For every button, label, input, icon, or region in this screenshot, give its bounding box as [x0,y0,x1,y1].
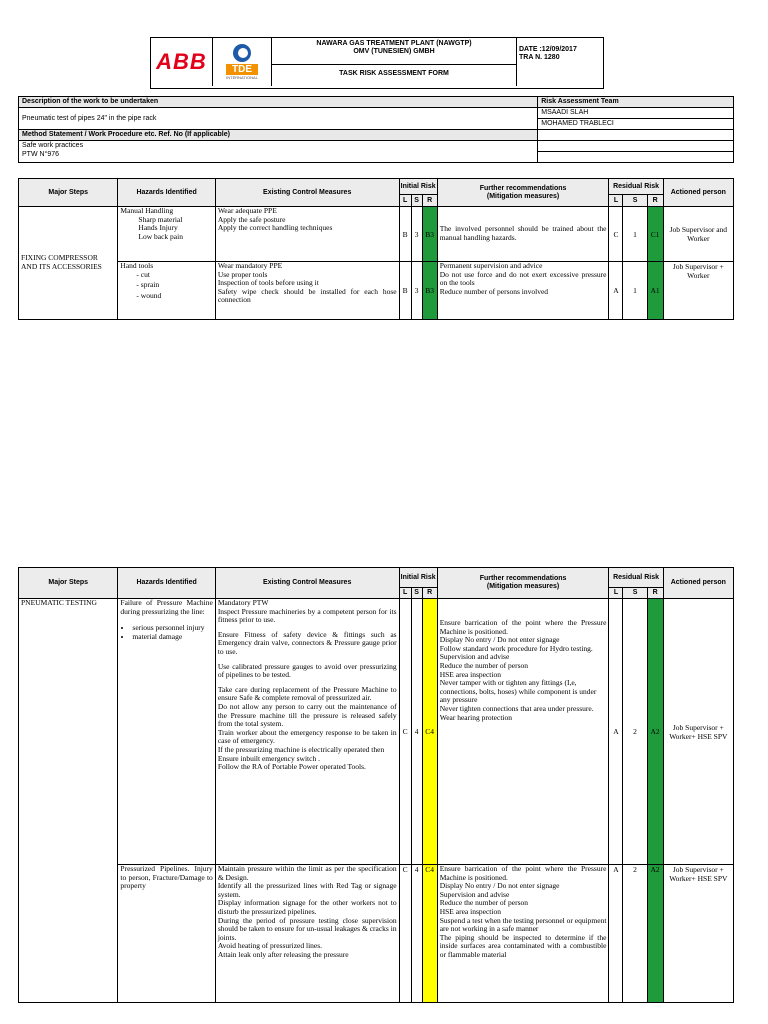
hazard-cell: Hand tools - cut - sprain - wound [118,262,215,320]
risk-rating: B3 [422,262,437,320]
residual-rating: A2 [647,599,663,865]
actioned-person: Job Supervisor + Worker+ HSE SPV [663,865,733,1003]
col-initial: Initial Risk [399,568,437,588]
further-cell: Ensure barrication of the point where the Pressure Machine is positioned. Display No entry / Do not enter signage Supervision and advise Reduce the number of person HSE area inspection Suspend a test when the testing personnel or equipment are not working in a safe manner The piping should be inspected to determine if the inside surfaces area contaminated with a combustible or flammable material [437,865,609,1003]
major-step: FIXING COMPRESSOR AND ITS ACCESSORIES [19,207,118,320]
col-actioned: Actioned person [663,568,733,599]
major-step: PNEUMATIC TESTING [19,599,118,1003]
controls-cell: Wear mandatory PPE Use proper tools Inspection of tools before using it Safety wipe check should be installed for each hose connection [215,262,399,320]
work-value: Pneumatic test of pipes 24" in the pipe rack [19,108,538,130]
actioned-person: Job Supervisor and Worker [663,207,733,262]
residual-rating: A1 [647,262,663,320]
team-member: MSAADI SLAH [538,108,734,119]
plant-title: NAWARA GAS TREATMENT PLANT (NAWGTP) OMV (TUNESIEN) GMBH [272,38,517,65]
team-member [538,130,734,141]
col-residual: Residual Risk [609,179,663,195]
risk-rating: B3 [422,207,437,262]
tde-logo: TDE INTERNATIONAL [213,38,272,86]
residual-rating: C1 [647,207,663,262]
further-cell: Permanent supervision and advice Do not use force and do not exert excessive pressure on the tools Reduce number of persons involved [437,262,609,320]
risk-table-2: Major Steps Hazards Identified Existing Control Measures Initial Risk Further recommendations (Mitigation measures) Residual Risk Actioned person L S R L S R PNEUMATIC TESTING Failure of Pressure Machine during pressurizing the line: • serious personnel injury • material damage Mandatory PTW Inspect Pressure machineries by a competent person for its fitness prior to use. Ensure Fitness of safety device & fittings such as Emergency drain valve, connectors & Pressure gauge prior to use. Use calibrated pressure gauges to avoid over pressurizing of pipelines to be tested. Take care during replacement of the Pressure Machine to ensure Safe & complete removal of pressurized air. Do not allow any person to carry out the maintenance of the Pressure machine till the pressure is released safely from the total system. Train worker about the emergency response to be taken in case of emergency. If the pressurizing machine is electrically operated then Ensure inbuilt emergency switch . Follow the RA of Portable Power operated Tools. C 4 C4 Ensure barrication of the point where the Pressure Machine is positioned. Display No entry / Do not enter signage Follow standard work procedure for Hydro testing. Supervision and advise Reduce the number of person HSE area inspection Never tamper with or tighten any fittings (I,e, connections, bolts, hoses) while component is under any pressure Never tighten connections that area under pressure. Wear hearing protection A 2 A2 Job Supervisor + Worker+ HSE SPV Pressurized Pipelines. Injury to person, Fracture/Damage to property Maintain pressure within the limit as per the specification & Design. Identify all the pressurized lines with Red Tag or signage system. Display information signage for the other workers not to disturb the pressurized pipelines. During the period of pressure testing close supervision should be taken to ensure for un-usual leakages & cracks in joints. Avoid heating of pressurized lines. Attain leak only after releasing the pressure C 4 C4 Ensure barrication of the point where the Pressure Machine is positioned. Display No entry / Do not enter signage Supervision and advise Reduce the number of person HSE area inspection Suspend a test when the testing personnel or equipment are not working in a safe manner The piping should be inspected to determine if the inside surfaces area contaminated with a combustible or flammable material A 2 A2 Job Supervisor + Worker+ HSE SPV [18,567,734,1003]
further-cell: Ensure barrication of the point where the Pressure Machine is positioned. Display No entry / Do not enter signage Follow standard work procedure for Hydro testing. Supervision and advise Reduce the number of person HSE area inspection Never tamper with or tighten any fittings (I,e, connections, bolts, hoses) while component is under any pressure Never tighten connections that area under pressure. Wear hearing protection [437,599,609,865]
actioned-person: Job Supervisor + Worker [663,262,733,320]
form-title: TASK RISK ASSESSMENT FORM [272,63,517,86]
method-label: Method Statement / Work Procedure etc. Ref. No (If applicable) [19,130,538,141]
risk-rating: C4 [422,599,437,865]
table-row: PNEUMATIC TESTING Failure of Pressure Machine during pressurizing the line: • serious personnel injury • material damage Mandatory PTW Inspect Pressure machineries by a competent person for its fitness prior to use. Ensure Fitness of safety device & fittings such as Emergency drain valve, connectors & Pressure gauge prior to use. Use calibrated pressure gauges to avoid over pressurizing of pipelines to be tested. Take care during replacement of the Pressure Machine to ensure Safe & complete removal of pressurized air. Do not allow any person to carry out the maintenance of the Pressure machine till the pressure is released safely from the total system. Train worker about the emergency response to be taken in case of emergency. If the pressurizing machine is electrically operated then Ensure inbuilt emergency switch . Follow the RA of Portable Power operated Tools. C 4 C4 Ensure barrication of the point where the Pressure Machine is positioned. Display No entry / Do not enter signage Follow standard work procedure for Hydro testing. Supervision and advise Reduce the number of person HSE area inspection Never tamper with or tighten any fittings (I,e, connections, bolts, hoses) while component is under any pressure Never tighten connections that area under pressure. Wear hearing protection A 2 A2 Job Supervisor + Worker+ HSE SPV [19,599,734,865]
description-table [18,96,734,163]
table-row: FIXING COMPRESSOR AND ITS ACCESSORIES Manual Handling Sharp material Hands Injury Low back pain Wear adequate PPE Apply the safe posture Apply the correct handling techniques B 3 B3 The involved personnel should be trained about the manual handling hazards. C 1 C1 Job Supervisor and Worker [19,207,734,262]
col-hazards: Hazards Identified [118,179,215,207]
abb-logo: ABB [151,38,213,86]
col-major: Major Steps [19,568,118,599]
residual-rating: A2 [647,865,663,1003]
col-hazards: Hazards Identified [118,568,215,599]
col-controls: Existing Control Measures [215,568,399,599]
team-member: MOHAMED TRABLECI [538,119,734,130]
risk-table-1: Major Steps Hazards Identified Existing Control Measures Initial Risk Further recommendations (Mitigation measures) Residual Risk Actioned person L S R L S R FIXING COMPRESSOR AND ITS ACCESSORIES Manual Handling Sharp material Hands Injury Low back pain Wear adequate PPE Apply the safe posture Apply the correct handling techniques B 3 B3 The involved personnel should be trained about the manual handling hazards. C 1 C1 Job Supervisor and Worker Hand tools - cut - sprain - wound Wear mandatory PPE Use proper tools Inspection of tools before using it Safety wipe check should be installed for each hose connection B 3 B3 Permanent supervision and advice Do not use force and do not exert excessive pressure on the tools Reduce number of persons involved A 1 A1 Job Supervisor + Worker [18,178,734,320]
tde-mark-icon [233,44,251,62]
hazard-cell: Failure of Pressure Machine during pressurizing the line: • serious personnel injury • material damage [118,599,215,865]
table-row: Pressurized Pipelines. Injury to person, Fracture/Damage to property Maintain pressure within the limit as per the specification & Design. Identify all the pressurized lines with Red Tag or signage system. Display information signage for the other workers not to disturb the pressurized pipelines. During the period of pressure testing close supervision should be taken to ensure for un-usual leakages & cracks in joints. Avoid heating of pressurized lines. Attain leak only after releasing the pressure C 4 C4 Ensure barrication of the point where the Pressure Machine is positioned. Display No entry / Do not enter signage Supervision and advise Reduce the number of person HSE area inspection Suspend a test when the testing personnel or equipment are not working in a safe manner The piping should be inspected to determine if the inside surfaces area contaminated with a combustible or flammable material A 2 A2 Job Supervisor + Worker+ HSE SPV [19,865,734,1003]
controls-cell: Mandatory PTW Inspect Pressure machineries by a competent person for its fitness prior to use. Ensure Fitness of safety device & fittings such as Emergency drain valve, connectors & Pressure gauge prior to use. Use calibrated pressure gauges to avoid over pressurizing of pipelines to be tested. Take care during replacement of the Pressure Machine to ensure Safe & complete removal of pressurized air. Do not allow any person to carry out the maintenance of the Pressure machine till the pressure is released safely from the total system. Train worker about the emergency response to be taken in case of emergency. If the pressurizing machine is electrically operated then Ensure inbuilt emergency switch . Follow the RA of Portable Power operated Tools. [215,599,399,865]
col-further: Further recommendations (Mitigation measures) [437,568,609,599]
further-cell: The involved personnel should be trained about the manual handling hazards. [437,207,609,262]
actioned-person: Job Supervisor + Worker+ HSE SPV [663,599,733,865]
controls-cell: Maintain pressure within the limit as per the specification & Design. Identify all the pressurized lines with Red Tag or signage system. Display information signage for the other workers not to disturb the pressurized pipelines. During the period of pressure testing close supervision should be taken to ensure for un-usual leakages & cracks in joints. Avoid heating of pressurized lines. Attain leak only after releasing the pressure [215,865,399,1003]
risk-rating: C4 [422,865,437,1003]
col-controls: Existing Control Measures [215,179,399,207]
method-value: Safe work practices PTW N°976 [19,141,538,163]
hazard-cell: Manual Handling Sharp material Hands Injury Low back pain [118,207,215,262]
controls-cell: Wear adequate PPE Apply the safe posture Apply the correct handling techniques [215,207,399,262]
col-further: Further recommendations (Mitigation measures) [437,179,609,207]
col-initial: Initial Risk [399,179,437,195]
team-member [538,141,734,152]
col-residual: Residual Risk [609,568,663,588]
hazard-cell: Pressurized Pipelines. Injury to person, Fracture/Damage to property [118,865,215,1003]
date-block: DATE :12/09/2017 TRA N. 1280 [519,46,577,61]
work-label: Description of the work to be undertaken [19,97,538,108]
team-label: Risk Assessment Team [538,97,734,108]
col-actioned: Actioned person [663,179,733,207]
col-major: Major Steps [19,179,118,207]
team-member [538,152,734,163]
form-header [150,37,604,89]
table-row: Hand tools - cut - sprain - wound Wear mandatory PPE Use proper tools Inspection of tools before using it Safety wipe check should be installed for each hose connection B 3 B3 Permanent supervision and advice Do not use force and do not exert excessive pressure on the tools Reduce number of persons involved A 1 A1 Job Supervisor + Worker [19,262,734,320]
